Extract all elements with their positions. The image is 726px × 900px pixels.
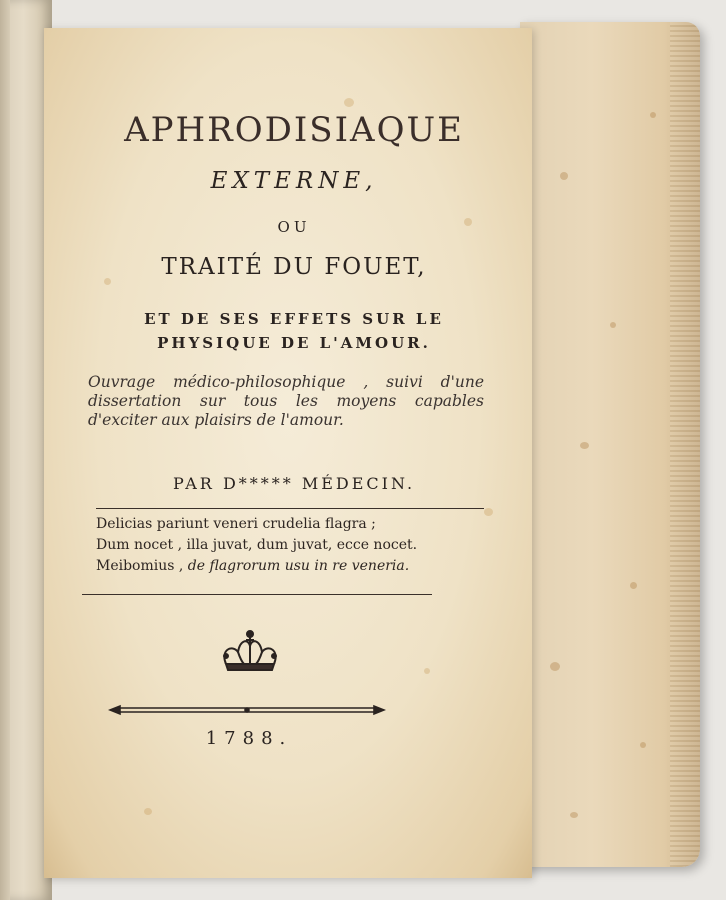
epigraph-author: Meibomius , — [96, 558, 184, 574]
publication-year: 1788. — [205, 728, 293, 749]
epigraph-source: de flagrorum usu in re veneria. — [187, 558, 410, 574]
title-conjunction: OU — [277, 218, 311, 236]
book-subtitle: EXTERNE, — [210, 168, 378, 194]
epigraph-attribution-line — [96, 556, 496, 577]
bottom-rule — [82, 594, 432, 595]
alternative-title: TRAITÉ DU FOUET, — [161, 254, 427, 280]
foxing-spot — [650, 112, 656, 118]
page-block-right — [520, 22, 700, 867]
foxing-spot — [344, 98, 354, 107]
foxing-spot — [640, 742, 646, 748]
foxing-spot — [610, 322, 616, 328]
cover-edge — [0, 0, 10, 900]
crown-icon — [218, 626, 282, 674]
foxing-spot — [560, 172, 568, 180]
latin-epigraph — [96, 514, 496, 577]
author-line: PAR D***** MÉDECIN. — [172, 474, 416, 493]
foxing-spot — [550, 662, 560, 671]
book-title: APHRODISIAQUE — [124, 110, 464, 150]
foxing-spot — [424, 668, 430, 674]
foxing-spot — [630, 582, 637, 589]
epigraph-line-1: Delicias pariunt veneri crudelia flagra ; — [96, 516, 376, 532]
foxing-spot — [144, 808, 152, 815]
effects-line-2: PHYSIQUE DE L'AMOUR. — [157, 334, 431, 352]
foxing-spot — [580, 442, 589, 449]
foxing-spot — [464, 218, 472, 226]
ornamental-rule-icon — [108, 704, 386, 716]
effects-line-1: ET DE SES EFFETS SUR LE — [144, 310, 444, 328]
foxing-spot — [570, 812, 578, 818]
top-rule — [96, 508, 484, 509]
work-description: Ouvrage médico-philosophique , suivi d'une dissertation sur tous les moyens capables d'exciter aux plaisirs de l'amour. — [88, 373, 484, 429]
title-page — [44, 28, 532, 878]
epigraph-line-2: Dum nocet , illa juvat, dum juvat, ecce nocet. — [96, 537, 418, 553]
